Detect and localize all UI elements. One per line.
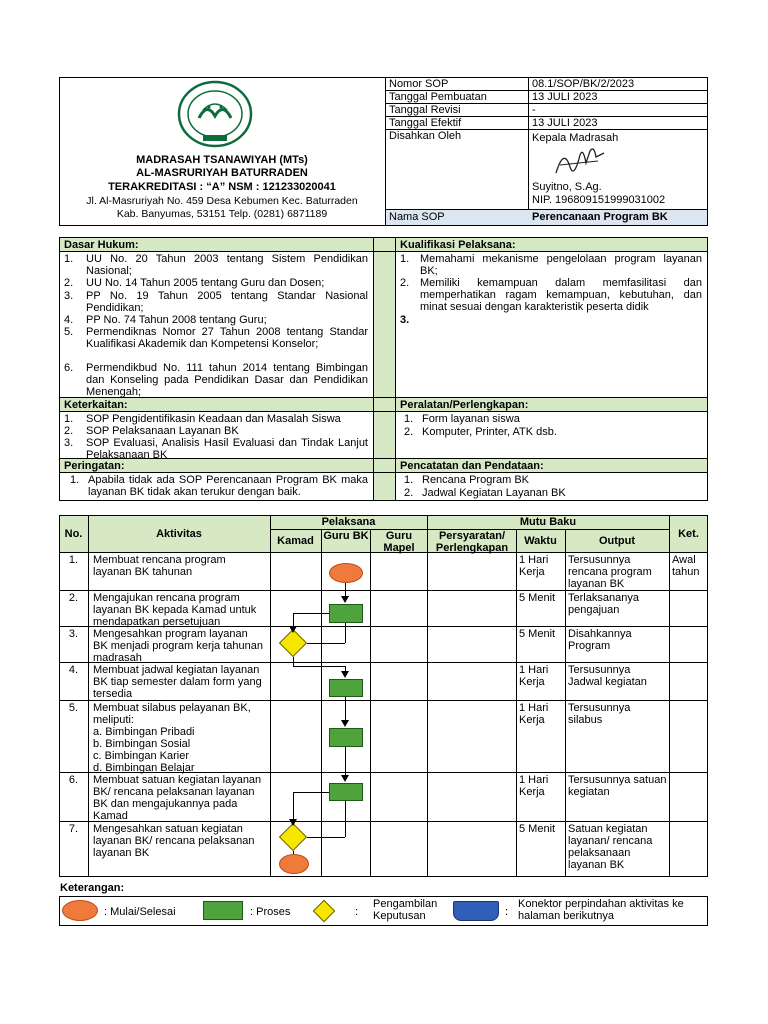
list-item: SOP Evaluasi, Analisis Hasil Evaluasi dan Tindak Lanjut Pelaksanaan BK	[86, 437, 368, 461]
legend-konektor-colon: :	[505, 906, 509, 918]
col-no: No.	[64, 528, 83, 540]
legend-process-icon	[203, 901, 243, 920]
row-aktivitas: Membuat silabus pelayanan BK, meliputi:	[93, 702, 251, 726]
list-item: PP No. 19 Tahun 2005 tentang Standar Nasional Pendidikan;	[86, 290, 368, 314]
row-output: Tersusunnya Jadwal kegiatan	[568, 664, 647, 688]
col-persyaratan: Persyaratan/ Perlengkapan	[435, 530, 509, 554]
list-item: Memiliki kemampuan dalam memfasilitasi dan memperhatikan ragam kemampuan, kebutuhan, dan minat sesuai dengan karakteristik peserta didik	[420, 277, 702, 313]
tanggal-efektif-value: 13 JULI 2023	[532, 117, 598, 129]
kualifikasi-title: Kualifikasi Pelaksana:	[400, 239, 516, 251]
col-waktu: Waktu	[524, 535, 557, 547]
col-aktivitas: Aktivitas	[156, 528, 202, 540]
row-aktivitas: Membuat jadwal kegiatan layanan BK tiap semester dalam form yang tersedia	[93, 664, 262, 700]
list-number: 1.	[400, 253, 410, 265]
list-item: SOP Pengidentifikasin Keadaan dan Masalah Siswa	[86, 413, 341, 425]
list-number: 2.	[64, 277, 74, 289]
disahkan-value: Kepala Madrasah	[532, 132, 619, 144]
list-number: 3.	[64, 290, 74, 302]
list-item: UU No. 20 Tahun 2003 tentang Sistem Pendidikan Nasional;	[86, 253, 368, 277]
peringatan-title: Peringatan:	[64, 460, 125, 472]
col-guru-mapel: Guru Mapel	[383, 530, 415, 554]
tanggal-efektif-label: Tanggal Efektif	[389, 117, 462, 129]
row-output: Tersusunnya satuan kegiatan	[568, 774, 667, 798]
list-item: Rencana Program BK	[422, 474, 529, 486]
list-number: 1.	[404, 474, 414, 486]
row-subitem: d. Bimbingan Belajar	[93, 762, 195, 774]
list-number: 1.	[404, 413, 414, 425]
list-number: 1.	[70, 474, 80, 486]
row-waktu: 1 Hari Kerja	[519, 554, 549, 578]
list-item: SOP Pelaksanaan Layanan BK	[86, 425, 239, 437]
list-item: Form layanan siswa	[422, 413, 520, 425]
keterkaitan-title: Keterkaitan:	[64, 399, 128, 411]
tanggal-revisi-label: Tanggal Revisi	[389, 104, 461, 116]
nama-sop-label: Nama SOP	[389, 211, 445, 223]
list-item: PP No. 74 Tahun 2008 tentang Guru;	[86, 314, 267, 326]
process-box	[329, 604, 363, 623]
legend-connector-icon	[453, 901, 499, 921]
row-no: 1.	[68, 554, 79, 566]
end-terminal	[279, 854, 309, 874]
list-item: Jadwal Kegiatan Layanan BK	[422, 487, 566, 499]
list-number: 2.	[400, 277, 410, 289]
row-waktu: 5 Menit	[519, 592, 556, 604]
legend-keputusan: Pengambilan Keputusan	[373, 898, 438, 922]
list-number: 1.	[64, 413, 74, 425]
col-pelaksana: Pelaksana	[321, 516, 376, 528]
nama-sop-value: Perencanaan Program BK	[532, 211, 668, 223]
row-no: 5.	[68, 702, 79, 714]
row-aktivitas: Mengesahkan program layanan BK menjadi program kerja tahunan madrasah	[93, 628, 263, 664]
row-aktivitas: Membuat rencana program layanan BK tahunan	[93, 554, 226, 578]
school-name: MADRASAH TSANAWIYAH (MTs)	[136, 154, 308, 166]
row-output: Satuan kegiatan layanan/ rencana pelaksanaan layanan BK	[568, 823, 653, 871]
list-number: 2.	[404, 426, 414, 438]
row-aktivitas: Mengajukan rencana program layanan BK kepada Kamad untuk mendapatkan persetujuan	[93, 592, 257, 628]
list-number: 2.	[64, 425, 74, 437]
disahkan-label: Disahkan Oleh	[389, 130, 462, 142]
tanggal-pembuatan-label: Tanggal Pembuatan	[389, 91, 487, 103]
nomor-sop-label: Nomor SOP	[389, 78, 449, 90]
row-waktu: 1 Hari Kerja	[519, 774, 549, 798]
col-guru-bk: Guru BK	[323, 530, 369, 542]
row-waktu: 5 Menit	[519, 823, 556, 835]
process-box	[329, 783, 363, 801]
col-kamad: Kamad	[277, 535, 314, 547]
list-number: 1.	[64, 253, 74, 265]
legend-konektor: Konektor perpindahan aktivitas ke halaman berikutnya	[518, 898, 684, 922]
legend-terminal-icon	[62, 900, 98, 921]
list-number: 5.	[64, 326, 74, 338]
list-item: Permendikbud No. 111 tahun 2014 tentang Bimbingan dan Konseling pada Pendidikan Dasar dan Pendidikan Menengah;	[86, 362, 368, 398]
nomor-sop-value: 08.1/SOP/BK/2/2023	[532, 78, 635, 90]
list-number: 3.	[400, 314, 410, 326]
row-no: 6.	[68, 774, 79, 786]
signature	[550, 143, 610, 183]
tanggal-revisi-value: -	[532, 104, 536, 116]
list-number: 3.	[64, 437, 74, 449]
row-no: 2.	[68, 592, 79, 604]
list-item: Memahami mekanisme pengelolaan program layanan BK;	[420, 253, 702, 277]
row-no: 4.	[68, 664, 79, 676]
legend-mulai: : Mulai/Selesai	[104, 906, 176, 918]
row-waktu: 1 Hari Kerja	[519, 664, 549, 688]
row-subitem: b. Bimbingan Sosial	[93, 738, 191, 750]
row-subitem: c. Bimbingan Karier	[93, 750, 189, 762]
list-item: Komputer, Printer, ATK dsb.	[422, 426, 557, 438]
address-line-1: Jl. Al-Masruriyah No. 459 Desa Kebumen Kec. Baturraden	[86, 195, 358, 207]
row-output: Tersusunnya rencana program layanan BK	[568, 554, 652, 590]
pencatatan-title: Pencatatan dan Pendataan:	[400, 460, 544, 472]
row-output: Terlaksananya pengajuan	[568, 592, 639, 616]
list-item: Apabila tidak ada SOP Perencanaan Program BK maka layanan BK tidak akan terukur dengan baik.	[88, 474, 368, 498]
accreditation: TERAKREDITASI : “A” NSM : 121233020041	[108, 181, 336, 193]
list-number: 2.	[404, 487, 414, 499]
process-box	[329, 728, 363, 747]
row-output: Tersusunnya silabus	[568, 702, 631, 726]
col-mutu-baku: Mutu Baku	[519, 516, 577, 528]
row-subitem: a. Bimbingan Pribadi	[93, 726, 195, 738]
school-logo	[175, 80, 255, 148]
row-waktu: 5 Menit	[519, 628, 556, 640]
legend-proses: : Proses	[250, 906, 291, 918]
row-no: 7.	[68, 823, 79, 835]
peralatan-title: Peralatan/Perlengkapan:	[400, 399, 529, 411]
list-number: 4.	[64, 314, 74, 326]
row-aktivitas: Membuat satuan kegiatan layanan BK/ rencana pelaksanan layanan BK dan mengajukannya pada Kamad	[93, 774, 262, 822]
dasar-hukum-title: Dasar Hukum:	[64, 239, 139, 251]
tanggal-pembuatan-value: 13 JULI 2023	[532, 91, 598, 103]
list-item: Permendiknas Nomor 27 Tahun 2008 tentang Standar Kualifikasi Akademik dan Kompetensi Konselor;	[86, 326, 368, 350]
legend-keputusan-colon: :	[355, 906, 359, 918]
row-output: Disahkannya Program	[568, 628, 632, 652]
address-line-2: Kab. Banyumas, 53151 Telp. (0281) 6871189	[116, 208, 328, 220]
row-waktu: 1 Hari Kerja	[519, 702, 549, 726]
signer-name: Suyitno, S.Ag.	[532, 181, 602, 193]
legend-title: Keterangan:	[60, 882, 125, 894]
foundation-name: AL-MASRURIYAH BATURRADEN	[136, 167, 308, 179]
start-terminal	[329, 563, 363, 583]
row-ket: Awal tahun	[672, 554, 700, 578]
list-number: 6.	[64, 362, 74, 374]
process-box	[329, 679, 363, 697]
col-ket: Ket.	[678, 528, 699, 540]
signer-nip: NIP. 196809151999031002	[532, 194, 666, 206]
row-aktivitas: Mengesahkan satuan kegiatan layanan BK/ rencana pelaksanan layanan BK	[93, 823, 255, 859]
col-output: Output	[598, 535, 636, 547]
row-no: 3.	[68, 628, 79, 640]
list-item: UU No. 14 Tahun 2005 tentang Guru dan Dosen;	[86, 277, 325, 289]
